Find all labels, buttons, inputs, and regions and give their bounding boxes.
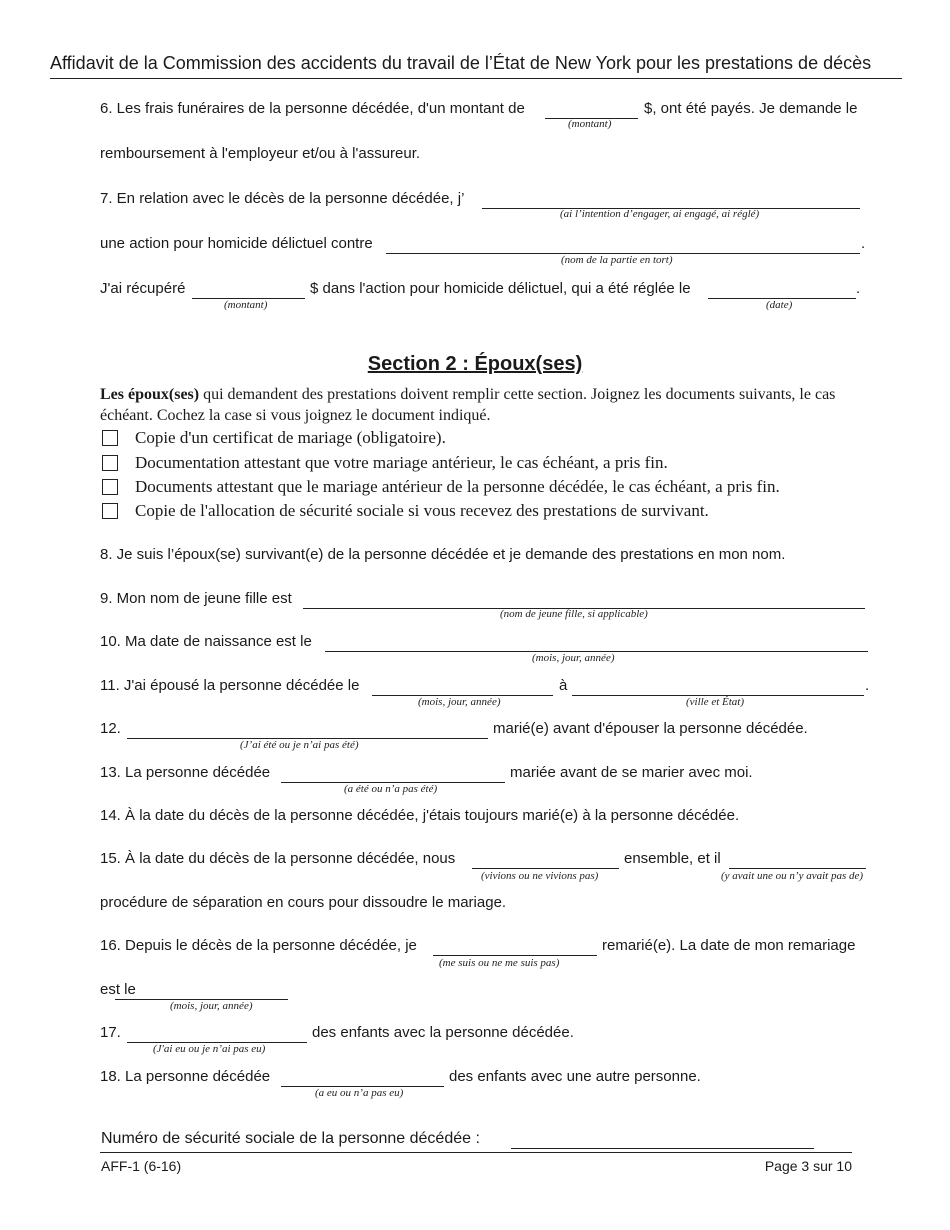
q15-caption2: (y avait une ou n’y avait pas de) (721, 870, 864, 882)
checkbox-prior-marriage-ended[interactable] (102, 455, 118, 471)
q6-line2: remboursement à l'employeur et/ou à l'assureur. (100, 145, 421, 162)
section-2-intro: Les époux(ses) qui demandent des prestations doivent remplir cette section. Joignez les documents suivants, le cas échéant. Cochez la case si vous joignez le document indiqué. (100, 386, 836, 424)
q7-caption3a: (montant) (224, 299, 268, 311)
checkbox-social-security-award[interactable] (102, 503, 118, 519)
q11-end: . (865, 677, 870, 694)
q12-text: marié(e) avant d'épouser la personne décédée. (493, 720, 808, 737)
remarried-field[interactable] (433, 937, 597, 956)
q12-caption: (J’ai été ou je n’ai pas été) (240, 739, 359, 751)
q10-caption: (mois, jour, année) (532, 652, 615, 664)
page-title: Affidavit de la Commission des accidents du travail de l’État de New York pour les prestations de décès (50, 53, 872, 73)
marriage-place-field[interactable] (572, 677, 864, 696)
q16-text: 16. Depuis le décès de la personne décédée, je (100, 937, 417, 954)
living-together-field[interactable] (472, 850, 619, 869)
q11-text: 11. J'ai épousé la personne décédée le (100, 677, 360, 694)
q15-line2: procédure de séparation en cours pour dissoudre le mariage. (100, 894, 507, 911)
q7-caption2: (nom de la partie en tort) (561, 254, 673, 266)
birth-date-field[interactable] (325, 633, 868, 652)
q7-text: 7. En relation avec le décès de la personne décédée, j’ (100, 190, 465, 207)
q12-num: 12. (100, 720, 121, 737)
q7-caption3b: (date) (766, 299, 793, 311)
decedent-prior-marriage-field[interactable] (281, 764, 505, 783)
q10-text: 10. Ma date de naissance est le (100, 633, 312, 650)
children-with-other-field[interactable] (281, 1068, 444, 1087)
q14-text: 14. À la date du décès de la personne décédée, j'étais toujours marié(e) à la personne décédée. (100, 807, 740, 824)
checkbox-label: Copie d'un certificat de mariage (obligatoire). (135, 428, 446, 447)
page-number: Page 3 sur 10 (764, 1158, 852, 1174)
q9-text: 9. Mon nom de jeune fille est (100, 590, 292, 607)
q11-caption2: (ville et État) (686, 696, 745, 708)
maiden-name-field[interactable] (303, 590, 865, 609)
checkbox-label: Copie de l'allocation de sécurité sociale si vous recevez des prestations de survivant. (135, 501, 709, 520)
q18-caption: (a eu ou n’a pas eu) (315, 1087, 404, 1099)
separation-proceeding-field[interactable] (729, 850, 866, 869)
remarriage-date-field[interactable] (115, 981, 288, 1000)
header-rule (50, 78, 902, 79)
section-2-title: Section 2 : Époux(ses) (367, 353, 583, 375)
recovered-amount-field[interactable] (192, 280, 305, 299)
decedent-ssn-field[interactable] (511, 1130, 814, 1149)
checkbox-decedent-prior-marriage-ended[interactable] (102, 479, 118, 495)
q7-caption: (ai l’intention d’engager, ai engagé, ai réglé) (560, 208, 760, 220)
ssn-label: Numéro de sécurité sociale de la personne décédée : (101, 1130, 480, 1147)
children-with-decedent-field[interactable] (127, 1024, 307, 1043)
party-at-fault-field[interactable] (386, 235, 860, 254)
q11-caption1: (mois, jour, année) (418, 696, 501, 708)
q15-caption1: (vivions ou ne vivions pas) (481, 870, 599, 882)
footer-rule (100, 1152, 852, 1153)
funeral-amount-field[interactable] (545, 100, 638, 119)
q16-mid: remarié(e). La date de mon remariage (602, 937, 856, 954)
q17-text: des enfants avec la personne décédée. (312, 1024, 574, 1041)
q15-mid: ensemble, et il (624, 850, 721, 867)
q7-line3-end: . (856, 280, 861, 297)
q7-line3-b: $ dans l'action pour homicide délictuel, qui a été réglée le (310, 280, 691, 297)
q13-text-2: mariée avant de se marier avec moi. (510, 764, 753, 781)
q17-num: 17. (100, 1024, 121, 1041)
q16-caption1: (me suis ou ne me suis pas) (439, 957, 560, 969)
checkbox-marriage-certificate[interactable] (102, 430, 118, 446)
q18-text: 18. La personne décédée (100, 1068, 271, 1085)
q6-caption: (montant) (568, 118, 612, 130)
q16-caption2: (mois, jour, année) (170, 1000, 253, 1012)
prior-marriage-field[interactable] (127, 720, 488, 739)
q7-line3-a: J'ai récupéré (100, 280, 186, 297)
q9-caption: (nom de jeune fille, si applicable) (500, 608, 648, 620)
q18-text-2: des enfants avec une autre personne. (449, 1068, 701, 1085)
checkbox-label: Documentation attestant que votre mariage antérieur, le cas échéant, a pris fin. (135, 453, 668, 472)
q7-line2-end: . (861, 235, 866, 252)
q6-text: 6. Les frais funéraires de la personne décédée, d'un montant de (100, 100, 525, 117)
checkbox-label: Documents attestant que le mariage antérieur de la personne décédée, le cas échéant, a pris fin. (135, 477, 780, 496)
wrongful-death-action-field[interactable] (482, 190, 860, 209)
q11-mid: à (559, 677, 568, 694)
q17-caption: (J'ai eu ou je n’ai pas eu) (153, 1043, 266, 1055)
q7-line2: une action pour homicide délictuel contre (100, 235, 373, 252)
settlement-date-field[interactable] (708, 280, 856, 299)
q16-line2: est le (100, 981, 136, 998)
q8-text: 8. Je suis l’époux(se) survivant(e) de la personne décédée et je demande des prestations en mon nom. (100, 546, 786, 563)
q13-text: 13. La personne décédée (100, 764, 271, 781)
q13-caption: (a été ou n’a pas été) (344, 783, 438, 795)
form-id: AFF-1 (6-16) (101, 1158, 182, 1174)
q15-text: 15. À la date du décès de la personne décédée, nous (100, 850, 456, 867)
marriage-date-field[interactable] (372, 677, 553, 696)
q6-text-2: $, ont été payés. Je demande le (644, 100, 858, 117)
